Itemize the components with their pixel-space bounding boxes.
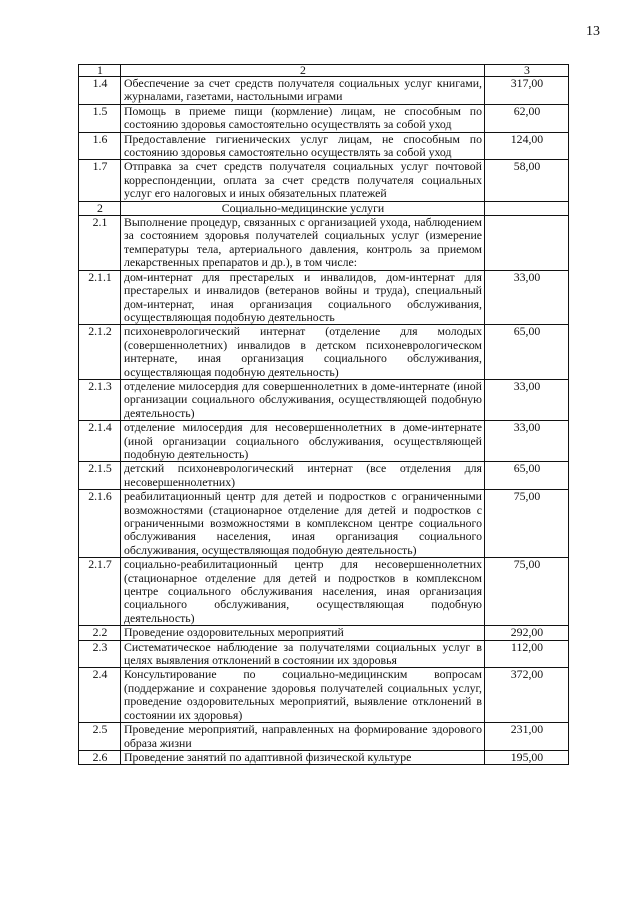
price-cell: 372,00	[485, 668, 569, 723]
row-number-cell: 2.1.2	[79, 325, 121, 380]
tariff-table	[78, 64, 569, 765]
table-row	[79, 668, 569, 723]
row-number-cell: 2.3	[79, 640, 121, 668]
table-row	[79, 104, 569, 132]
price-cell: 292,00	[485, 626, 569, 640]
row-number-cell: 2.1.4	[79, 421, 121, 462]
row-number-cell: 2.4	[79, 668, 121, 723]
price-cell: 33,00	[485, 270, 569, 325]
table-row	[79, 77, 569, 105]
table-body	[79, 65, 569, 765]
service-description-cell: Отправка за счет средств получателя социальных услуг почтовой корреспонденции, оплата за счет средств получателя социальных услуг его налоговых и иных обязательных платежей	[121, 160, 485, 201]
row-number-cell: 2.6	[79, 750, 121, 764]
row-number-cell: 2.1.6	[79, 490, 121, 558]
row-number-cell: 1.4	[79, 77, 121, 105]
table-row	[79, 216, 569, 271]
price-cell: 62,00	[485, 104, 569, 132]
service-description-cell: дом-интернат для престарелых и инвалидов, дом-интернат для престарелых и инвалидов (ветеранов войны и труда), специальный дом-интернат, иная организация социального обслуживания, осуществляющая подобную деятельность	[121, 270, 485, 325]
table-row	[79, 325, 569, 380]
row-number-cell: 2.1	[79, 216, 121, 271]
row-number-cell: 1.6	[79, 132, 121, 160]
service-description-cell: психоневрологический интернат (отделение для молодых (совершеннолетних) инвалидов в детском психоневрологическом интернате, иная организация социального обслуживания, осуществляющая подобную деятельность)	[121, 325, 485, 380]
row-number-cell: 2	[79, 201, 121, 215]
price-cell: 112,00	[485, 640, 569, 668]
table-row	[79, 379, 569, 420]
header-cell-number: 1	[79, 65, 121, 77]
row-number-cell: 1.5	[79, 104, 121, 132]
row-number-cell: 1.7	[79, 160, 121, 201]
price-cell: 65,00	[485, 325, 569, 380]
table-row	[79, 421, 569, 462]
service-description-cell: отделение милосердия для совершеннолетних в доме-интернате (иной организации социального обслуживания, осуществляющей подобную деятельность)	[121, 379, 485, 420]
row-number-cell: 2.2	[79, 626, 121, 640]
price-cell	[485, 216, 569, 271]
service-description-cell: детский психоневрологический интернат (все отделения для несовершеннолетних)	[121, 462, 485, 490]
row-number-cell: 2.1.5	[79, 462, 121, 490]
table-row	[79, 558, 569, 626]
price-cell: 75,00	[485, 558, 569, 626]
price-cell: 317,00	[485, 77, 569, 105]
price-cell	[485, 201, 569, 215]
price-cell: 58,00	[485, 160, 569, 201]
table-row	[79, 723, 569, 751]
table-row	[79, 270, 569, 325]
service-description-cell: социально-реабилитационный центр для несовершеннолетних (стационарное отделение для детей и подростков в комплексном центре социального обслуживания населения, иная организация социального обслуживания, осуществляющая подобную деятельность)	[121, 558, 485, 626]
table-row	[79, 462, 569, 490]
service-description-cell: реабилитационный центр для детей и подростков с ограниченными возможностями (стационарное отделение для детей и подростков с ограниченными возможностями в комплексном центре социального обслуживания населения, иная организация социального обслуживания, осуществляющая подобную деятельность)	[121, 490, 485, 558]
service-description-cell: Проведение оздоровительных мероприятий	[121, 626, 485, 640]
row-number-cell: 2.1.7	[79, 558, 121, 626]
service-description-cell: Проведение мероприятий, направленных на формирование здорового образа жизни	[121, 723, 485, 751]
price-cell: 65,00	[485, 462, 569, 490]
service-description-cell: Выполнение процедур, связанных с организацией ухода, наблюдением за состоянием здоровья получателей социальных услуг (измерение температуры тела, артериального давления, контроль за приемом лекарственных препаратов и др.), в том числе:	[121, 216, 485, 271]
service-description-cell: Предоставление гигиенических услуг лицам, не способным по состоянию здоровья самостоятельно осуществлять за собой уход	[121, 132, 485, 160]
row-number-cell: 2.1.1	[79, 270, 121, 325]
header-cell-price: 3	[485, 65, 569, 77]
price-cell: 195,00	[485, 750, 569, 764]
table-section-row	[79, 201, 569, 215]
table-row	[79, 490, 569, 558]
service-description-cell: Консультирование по социально-медицинским вопросам (поддержание и сохранение здоровья получателей социальных услуг, проведение оздоровительных мероприятий, выявление отклонений в состоянии их здоровья)	[121, 668, 485, 723]
row-number-cell: 2.5	[79, 723, 121, 751]
price-cell: 33,00	[485, 379, 569, 420]
table-header-row	[79, 65, 569, 77]
service-description-cell: Проведение занятий по адаптивной физической культуре	[121, 750, 485, 764]
service-description-cell: Помощь в приеме пищи (кормление) лицам, не способным по состоянию здоровья самостоятельно осуществлять за собой уход	[121, 104, 485, 132]
price-cell: 33,00	[485, 421, 569, 462]
table-row	[79, 626, 569, 640]
table-row	[79, 160, 569, 201]
row-number-cell: 2.1.3	[79, 379, 121, 420]
section-title-cell: Социально-медицинские услуги	[121, 201, 485, 215]
price-cell: 75,00	[485, 490, 569, 558]
price-cell: 124,00	[485, 132, 569, 160]
service-description-cell: отделение милосердия для несовершеннолетних в доме-интернате (иной организации социального обслуживания, осуществляющей подобную деятельность)	[121, 421, 485, 462]
service-description-cell: Обеспечение за счет средств получателя социальных услуг книгами, журналами, газетами, настольными играми	[121, 77, 485, 105]
table-row	[79, 640, 569, 668]
tariff-table-container	[78, 64, 568, 765]
table-row	[79, 132, 569, 160]
header-cell-description: 2	[121, 65, 485, 77]
price-cell: 231,00	[485, 723, 569, 751]
service-description-cell: Систематическое наблюдение за получателями социальных услуг в целях выявления отклонений в состоянии их здоровья	[121, 640, 485, 668]
page-number: 13	[586, 24, 600, 39]
table-row	[79, 750, 569, 764]
